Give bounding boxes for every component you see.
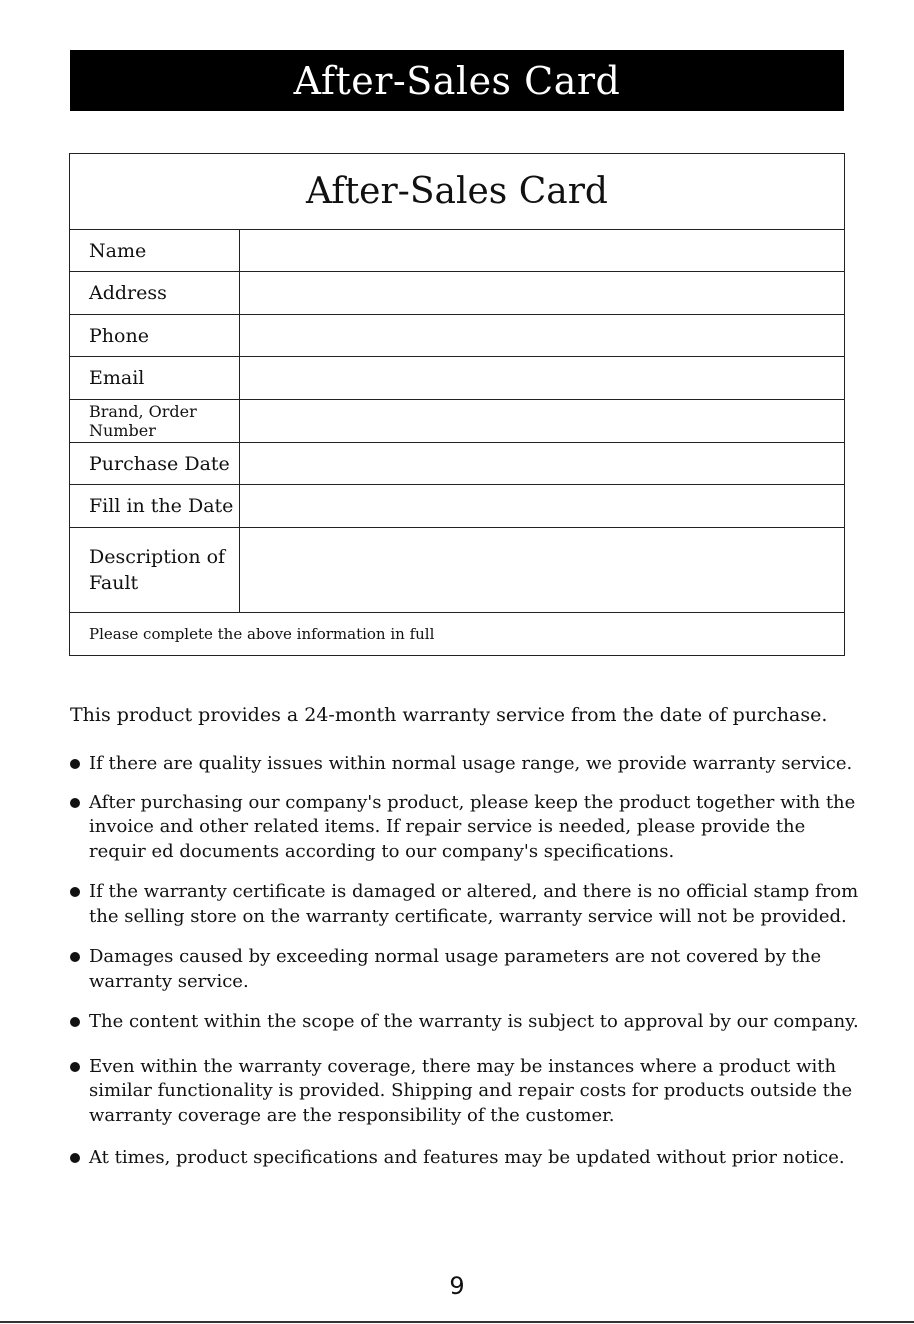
bullet-icon — [70, 1153, 80, 1163]
field-value-fill-in-date[interactable] — [240, 485, 844, 527]
form-row-address — [70, 272, 844, 315]
field-label-address: Address — [70, 272, 240, 314]
page-header-title: After-Sales Card — [70, 50, 844, 111]
bullet-icon — [70, 887, 80, 897]
field-label-purchase-date: Purchase Date — [70, 443, 240, 484]
bullet-icon — [70, 1062, 80, 1072]
bottom-divider — [0, 1321, 914, 1323]
warranty-term-text: After purchasing our company's product, please keep the product together with the invoice and other related items. If repair service is needed, please provide the requir ed documents according to our company's specifications. — [89, 791, 856, 862]
field-value-address[interactable] — [240, 272, 844, 314]
form-row-phone — [70, 315, 844, 357]
form-row-brand-order-number — [70, 400, 844, 443]
bullet-icon — [70, 759, 80, 769]
after-sales-card-form — [69, 153, 845, 656]
field-label-fault-description: Description of Fault — [70, 528, 240, 612]
form-row-purchase-date — [70, 443, 844, 485]
bullet-icon — [70, 798, 80, 808]
field-value-brand-order-number[interactable] — [240, 400, 844, 442]
field-value-phone[interactable] — [240, 315, 844, 356]
field-value-email[interactable] — [240, 357, 844, 399]
warranty-term-text: If there are quality issues within normal usage range, we provide warranty service. — [89, 753, 853, 774]
warranty-term-text: The content within the scope of the warranty is subject to approval by our company. — [89, 1011, 859, 1032]
field-label-phone: Phone — [70, 315, 240, 356]
warranty-term — [70, 945, 860, 994]
field-label-email: Email — [70, 357, 240, 399]
field-label-brand-order-number: Brand, Order Number — [70, 400, 240, 442]
warranty-term-text: Damages caused by exceeding normal usage parameters are not covered by the warranty service. — [89, 946, 822, 992]
bullet-icon — [70, 1017, 80, 1027]
warranty-term — [70, 1146, 860, 1171]
warranty-term — [70, 791, 860, 865]
field-value-purchase-date[interactable] — [240, 443, 844, 484]
field-label-name: Name — [70, 230, 240, 271]
warranty-term-text: If the warranty certificate is damaged or altered, and there is no official stamp from the selling store on the warranty certificate, warranty service will not be provided. — [89, 881, 859, 927]
bullet-icon — [70, 952, 80, 962]
field-label-fill-in-date: Fill in the Date — [70, 485, 240, 527]
field-value-fault-description[interactable] — [240, 528, 844, 612]
warranty-intro: This product provides a 24-month warranty service from the date of purchase. — [70, 704, 828, 726]
card-title: After-Sales Card — [70, 154, 844, 230]
warranty-terms-list — [70, 752, 860, 1171]
form-row-email — [70, 357, 844, 400]
warranty-term — [70, 880, 860, 929]
warranty-term — [70, 1010, 860, 1035]
page-number: 9 — [449, 1272, 465, 1300]
card-completion-note: Please complete the above information in full — [89, 625, 435, 643]
form-row-name — [70, 230, 844, 272]
warranty-term — [70, 752, 860, 777]
field-value-name[interactable] — [240, 230, 844, 271]
form-row-fault-description — [70, 528, 844, 613]
form-row-fill-in-date — [70, 485, 844, 528]
warranty-term-text: Even within the warranty coverage, there may be instances where a product with similar functionality is provided. Shipping and repair costs for products outside the warranty coverage are the responsibility of the customer. — [89, 1055, 853, 1126]
warranty-term-text: At times, product specifications and features may be updated without prior notice. — [89, 1147, 845, 1168]
warranty-term — [70, 1055, 860, 1129]
